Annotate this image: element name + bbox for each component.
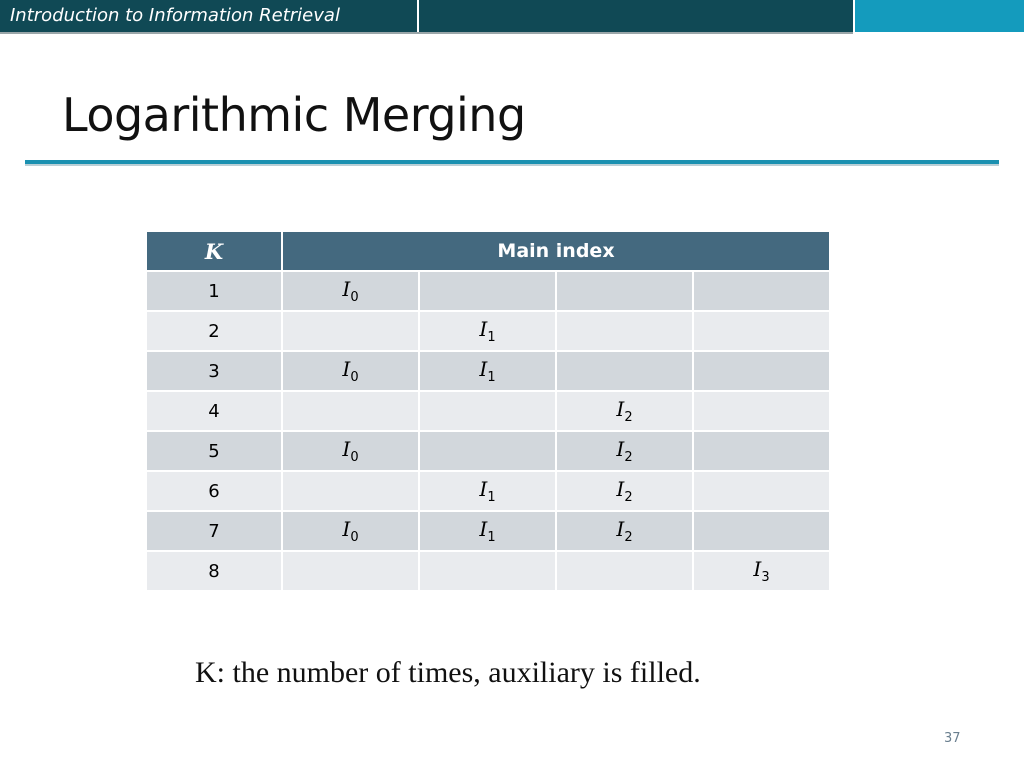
index-cell [282, 431, 419, 471]
index-cell [419, 271, 556, 311]
index-cell [556, 271, 693, 311]
index-symbol [479, 517, 496, 545]
index-cell [419, 391, 556, 431]
index-cell [693, 271, 830, 311]
index-symbol-subscript: 1 [487, 370, 496, 385]
row-k-value: 6 [146, 471, 282, 511]
index-symbol [342, 357, 359, 385]
table-body [146, 271, 830, 591]
header-segment-middle [419, 0, 853, 32]
header-segment-right [855, 0, 1024, 32]
index-cell [693, 551, 830, 591]
table-row [146, 271, 830, 311]
index-cell [556, 351, 693, 391]
title-underline-shadow [25, 164, 999, 166]
index-symbol-base: I [616, 397, 625, 421]
index-cell [419, 551, 556, 591]
index-symbol [479, 357, 496, 385]
index-cell [693, 471, 830, 511]
index-symbol-subscript: 0 [350, 530, 359, 545]
index-symbol-subscript: 2 [624, 530, 633, 545]
index-cell [419, 311, 556, 351]
index-symbol [342, 517, 359, 545]
index-symbol-subscript: 2 [624, 490, 633, 505]
index-symbol-subscript: 1 [487, 530, 496, 545]
index-cell [419, 351, 556, 391]
index-cell [556, 391, 693, 431]
index-symbol-subscript: 2 [624, 410, 633, 425]
index-symbol [479, 317, 496, 345]
merge-table [145, 230, 831, 592]
table-row [146, 471, 830, 511]
index-symbol [616, 477, 633, 505]
header-k: K [146, 231, 282, 271]
index-symbol-subscript: 3 [761, 570, 770, 585]
page-number: 37 [944, 731, 961, 746]
row-k-value: 2 [146, 311, 282, 351]
index-symbol [753, 557, 770, 585]
row-k-value: 4 [146, 391, 282, 431]
index-symbol-base: I [342, 357, 351, 381]
table-row [146, 431, 830, 471]
table-row [146, 391, 830, 431]
index-symbol-subscript: 0 [350, 450, 359, 465]
index-symbol [342, 437, 359, 465]
index-cell [556, 431, 693, 471]
row-k-value: 3 [146, 351, 282, 391]
index-symbol-base: I [342, 437, 351, 461]
table-row [146, 311, 830, 351]
table-row [146, 511, 830, 551]
index-symbol [616, 517, 633, 545]
row-k-value: 8 [146, 551, 282, 591]
index-cell [556, 311, 693, 351]
index-cell [282, 311, 419, 351]
index-symbol [479, 477, 496, 505]
index-cell [282, 471, 419, 511]
index-cell [282, 511, 419, 551]
index-symbol-subscript: 0 [350, 290, 359, 305]
index-cell [693, 351, 830, 391]
row-k-value: 7 [146, 511, 282, 551]
index-symbol-base: I [753, 557, 762, 581]
index-symbol-base: I [616, 477, 625, 501]
index-symbol [342, 277, 359, 305]
index-cell [693, 511, 830, 551]
table-header-row [146, 231, 830, 271]
index-cell [282, 271, 419, 311]
index-cell [693, 391, 830, 431]
header-shadow [0, 32, 853, 34]
index-cell [282, 351, 419, 391]
index-symbol-base: I [342, 517, 351, 541]
index-cell [419, 511, 556, 551]
index-cell [419, 471, 556, 511]
index-symbol-subscript: 1 [487, 330, 496, 345]
index-cell [693, 431, 830, 471]
index-symbol [616, 397, 633, 425]
table-row [146, 351, 830, 391]
index-symbol-base: I [616, 437, 625, 461]
slide-title: Logarithmic Merging [62, 88, 526, 142]
index-cell [693, 311, 830, 351]
index-symbol-base: I [342, 277, 351, 301]
caption: K: the number of times, auxiliary is filled. [195, 656, 701, 689]
index-symbol-subscript: 2 [624, 450, 633, 465]
index-symbol-base: I [479, 517, 488, 541]
top-header-bar [0, 0, 1024, 32]
course-title: Introduction to Information Retrieval [10, 5, 340, 26]
row-k-value: 5 [146, 431, 282, 471]
index-cell [282, 551, 419, 591]
index-symbol-base: I [479, 477, 488, 501]
header-main-index: Main index [282, 231, 830, 271]
index-symbol-base: I [616, 517, 625, 541]
index-cell [282, 391, 419, 431]
index-cell [556, 511, 693, 551]
index-symbol [616, 437, 633, 465]
index-cell [556, 471, 693, 511]
index-symbol-subscript: 0 [350, 370, 359, 385]
index-cell [556, 551, 693, 591]
row-k-value: 1 [146, 271, 282, 311]
index-symbol-subscript: 1 [487, 490, 496, 505]
table-row [146, 551, 830, 591]
index-symbol-base: I [479, 317, 488, 341]
index-symbol-base: I [479, 357, 488, 381]
index-cell [419, 431, 556, 471]
